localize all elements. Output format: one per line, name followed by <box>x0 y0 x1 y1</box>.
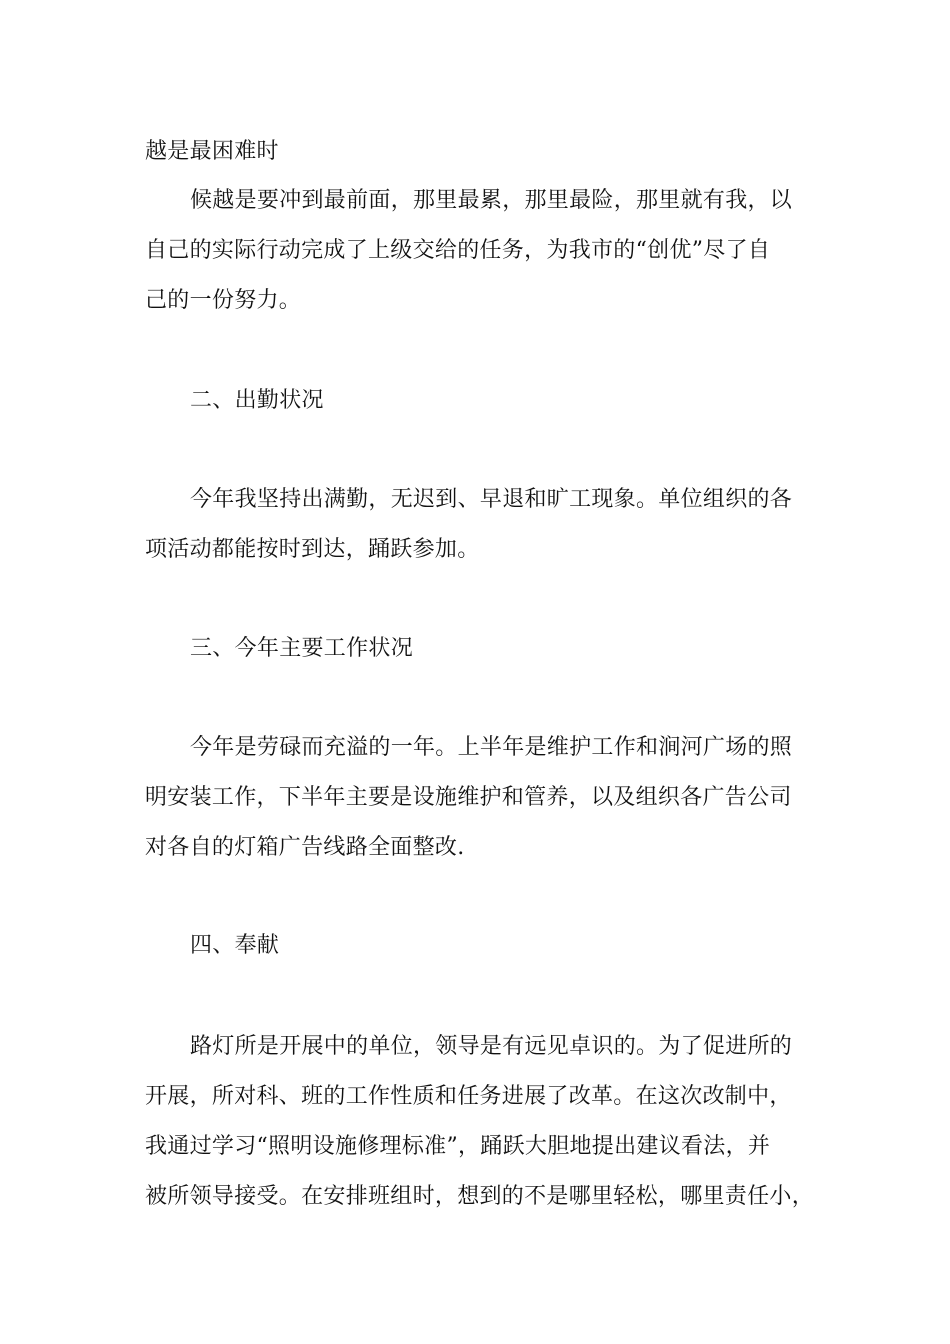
paragraph-line: 路灯所是开展中的单位，领导是有远见卓识的。为了促进所的 <box>190 1034 793 1059</box>
paragraph-line: 己的一份努力。 <box>145 288 302 313</box>
paragraph-line: 对各自的灯箱广告线路全面整改. <box>145 835 465 860</box>
section-heading: 二、出勤状况 <box>190 388 324 413</box>
paragraph-line: 被所领导接受。在安排班组时，想到的不是哪里轻松，哪里责任小， <box>145 1184 815 1209</box>
section-heading: 三、今年主要工作状况 <box>190 636 414 661</box>
paragraph-line: 项活动都能按时到达，踊跃参加。 <box>145 537 480 562</box>
paragraph-line: 今年是劳碌而充溢的一年。上半年是维护工作和涧河广场的照 <box>190 735 793 760</box>
paragraph-line: 我通过学习“照明设施修理标准”，踊跃大胆地提出建议看法，并 <box>145 1134 771 1159</box>
paragraph-line: 自己的实际行动完成了上级交给的任务，为我市的“创优”尽了自 <box>145 238 771 263</box>
paragraph-line: 今年我坚持出满勤，无迟到、早退和旷工现象。单位组织的各 <box>190 487 793 512</box>
paragraph-line: 候越是要冲到最前面，那里最累，那里最险，那里就有我，以 <box>190 188 793 213</box>
section-heading: 四、奉献 <box>190 933 280 958</box>
paragraph-line: 开展，所对科、班的工作性质和任务进展了改革。在这次改制中， <box>145 1084 792 1109</box>
paragraph-line: 明安装工作，下半年主要是设施维护和管养，以及组织各广告公司 <box>145 785 792 810</box>
paragraph-line: 越是最困难时 <box>145 139 279 164</box>
